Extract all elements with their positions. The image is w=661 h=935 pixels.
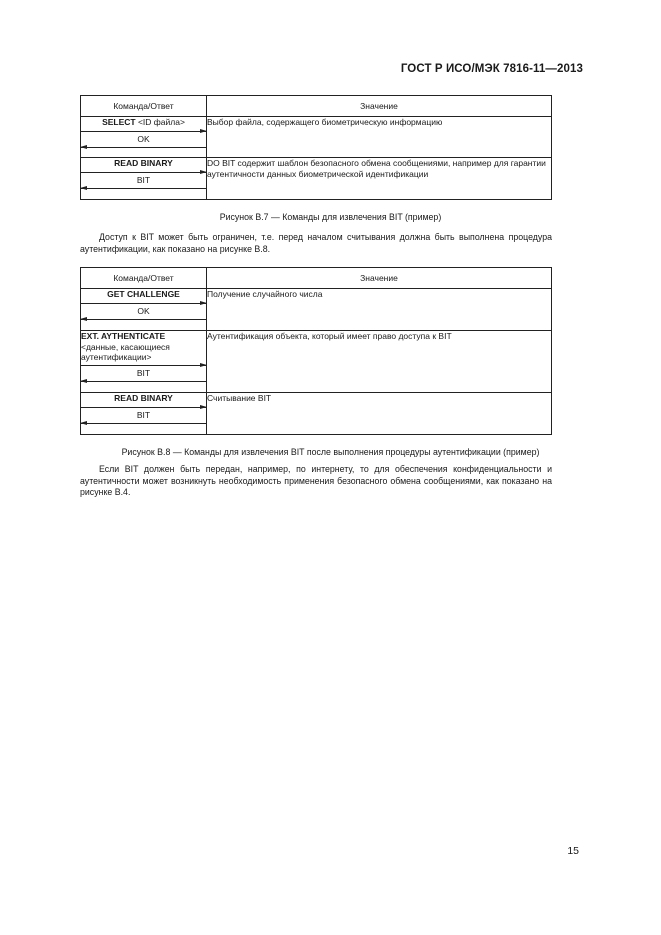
response-label: BIT bbox=[136, 410, 151, 420]
command-name: EXT. AYTHENTICATE bbox=[81, 331, 166, 341]
command-cell bbox=[81, 331, 207, 393]
response-label: OK bbox=[137, 306, 150, 316]
command-name: GET CHALLENGE bbox=[107, 289, 180, 299]
value-cell: DO BIT содержит шаблон безопасного обмена сообщениями, например для гарантии аутентичности данных биометрической идентификации bbox=[207, 158, 552, 200]
column-header-value: Значение bbox=[207, 268, 552, 289]
arrow-right-icon bbox=[81, 405, 206, 409]
page-number: 15 bbox=[567, 845, 579, 857]
table-row bbox=[81, 289, 552, 331]
command-argument: <данные, касающиеся аутентификации> bbox=[81, 342, 170, 362]
document-header: ГОСТ Р ИСО/МЭК 7816-11—2013 bbox=[400, 63, 583, 75]
figure-b7-table bbox=[80, 95, 552, 200]
command-cell bbox=[81, 158, 207, 200]
column-header-command: Команда/Ответ bbox=[81, 96, 207, 117]
arrow-right-icon bbox=[81, 170, 206, 174]
arrow-left-icon bbox=[81, 379, 206, 383]
paragraph: Доступ к BIT может быть ограничен, т.е. перед началом считывания должна быть выполнена процедура аутентификации, как показано на рисунке В.8. bbox=[80, 232, 552, 254]
table-row bbox=[81, 158, 552, 200]
arrow-left-icon bbox=[81, 186, 206, 190]
value-cell: Получение случайного числа bbox=[207, 289, 552, 331]
table-row bbox=[81, 393, 552, 435]
command-name: READ BINARY bbox=[114, 158, 173, 168]
arrow-right-icon bbox=[81, 129, 206, 133]
table-header-row bbox=[81, 268, 552, 289]
value-cell: Выбор файла, содержащего биометрическую информацию bbox=[207, 117, 552, 158]
table-row bbox=[81, 117, 552, 158]
arrow-left-icon bbox=[81, 145, 206, 149]
arrow-right-icon bbox=[81, 363, 206, 367]
arrow-left-icon bbox=[81, 317, 206, 321]
paragraph: Если BIT должен быть передан, например, по интернету, то для обеспечения конфиденциальности и аутентичности может возникнуть необходимость применения безопасного обмена сообщениями, как показано на рисунке В.4. bbox=[80, 464, 552, 497]
command-name: SELECT <ID файла> bbox=[102, 117, 185, 127]
command-name: READ BINARY bbox=[114, 393, 173, 403]
command-cell bbox=[81, 393, 207, 435]
response-label: BIT bbox=[136, 175, 151, 185]
command-cell bbox=[81, 289, 207, 331]
value-cell: Считывание BIT bbox=[207, 393, 552, 435]
response-label: BIT bbox=[136, 368, 151, 378]
value-cell: Аутентификация объекта, который имеет право доступа к BIT bbox=[207, 331, 552, 393]
figure-b8-table bbox=[80, 267, 552, 435]
table-header-row bbox=[81, 96, 552, 117]
figure-caption: Рисунок В.8 — Команды для извлечения BIT после выполнения процедуры аутентификации (пример) bbox=[121, 447, 540, 457]
command-cell bbox=[81, 117, 207, 158]
arrow-right-icon bbox=[81, 301, 206, 305]
response-label: OK bbox=[137, 134, 150, 144]
arrow-left-icon bbox=[81, 421, 206, 425]
figure-caption: Рисунок В.7 — Команды для извлечения BIT (пример) bbox=[219, 212, 442, 222]
column-header-value: Значение bbox=[207, 96, 552, 117]
table-row bbox=[81, 331, 552, 393]
column-header-command: Команда/Ответ bbox=[81, 268, 207, 289]
